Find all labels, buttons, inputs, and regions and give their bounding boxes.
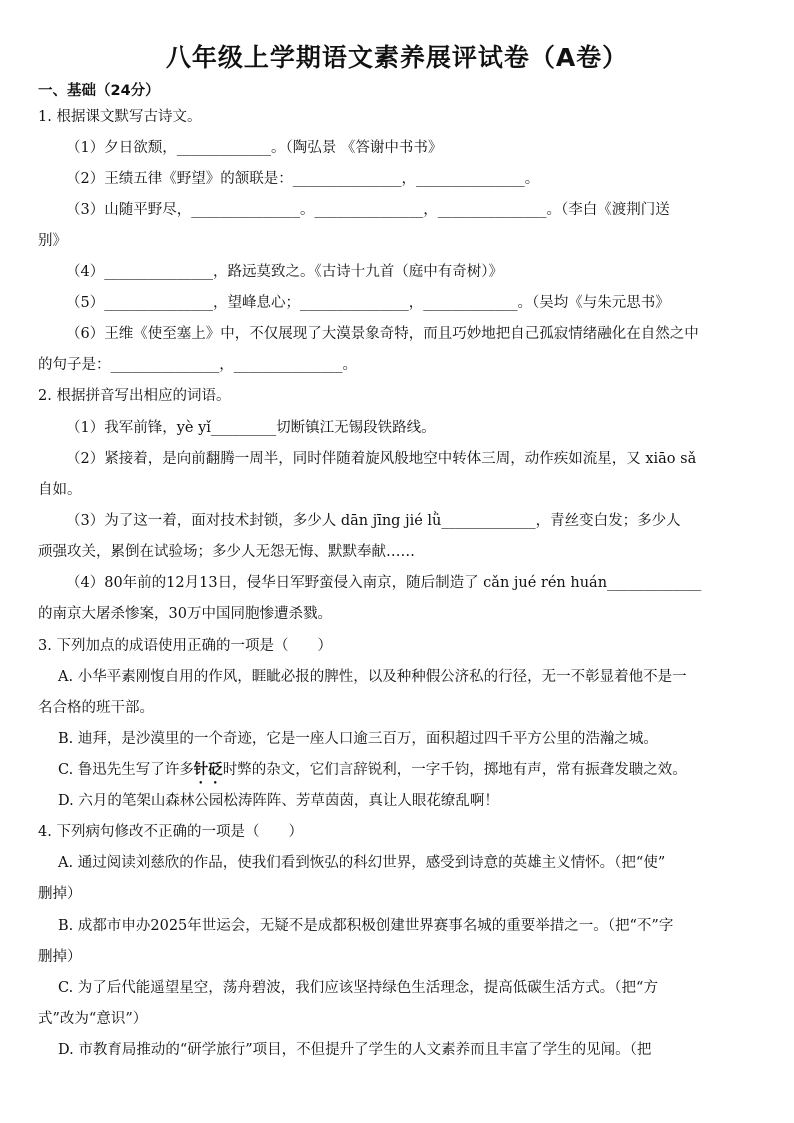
q1-item-2: （2）王绩五律《野望》的颔联是：_______________，_______________。 xyxy=(66,171,540,187)
q1-item-3: （3）山随平野尽，_______________。_______________，_______________。（李白《渡荆门送 xyxy=(66,202,670,218)
q4-option-a: A. 通过阅读刘慈欣的作品，使我们看到恢弘的科幻世界，感受到诗意的英雄主义情怀。（把“使” xyxy=(58,855,666,871)
question-3-stem: 3. 下列加点的成语使用正确的一项是（ ） xyxy=(38,638,332,654)
q2-item-4-cont: 的南京大屠杀惨案，30万中国同胞惨遭杀戮。 xyxy=(38,606,332,622)
q2-item-4: （4）80年前的12月13日，侵华日军野蛮侵入南京，随后制造了 cǎn jué rén huán_____________ xyxy=(66,575,702,591)
q3-option-d: D. 六月的笔架山森林公园松涛阵阵、芳草茵茵，真让人眼花缭乱啊！ xyxy=(58,793,499,809)
q3-option-a: A. 小华平素刚愎自用的作风，睚眦必报的脾性，以及种种假公济私的行径，无一不彰显着他不是一 xyxy=(58,669,687,685)
q4-option-b: B. 成都市申办2025年世运会，无疑不是成都积极创建世界赛事名城的重要举措之一。（把“不”字 xyxy=(58,918,674,934)
q4-option-d: D. 市教育局推动的“研学旅行”项目，不但提升了学生的人文素养而且丰富了学生的见闻。（把 xyxy=(58,1042,652,1058)
q4-option-b-cont: 删掉） xyxy=(38,949,82,965)
q1-item-1: （1）夕日欲颓，_____________。（陶弘景 《答谢中书书》 xyxy=(66,140,443,156)
q1-item-6: （6）王维《使至塞上》中，不仅展现了大漠景象奇特，而且巧妙地把自己孤寂情绪融化在自然之中 xyxy=(66,326,699,342)
q4-option-a-cont: 删掉） xyxy=(38,886,82,902)
section-heading: 一、基础（24分） xyxy=(38,83,160,99)
q2-item-2-cont: 自如。 xyxy=(38,482,82,498)
q1-item-3-cont: 别》 xyxy=(38,233,67,249)
question-4-stem: 4. 下列病句修改不正确的一项是（ ） xyxy=(38,824,303,840)
question-1-stem: 1. 根据课文默写古诗文。 xyxy=(38,109,202,125)
q4-option-c-cont: 式”改为“意识”） xyxy=(38,1011,148,1027)
q2-item-3: （3）为了这一着，面对技术封锁，多少人 dān jīng jié lǜ_____________，青丝变白发；多少人 xyxy=(66,513,681,529)
q2-item-3-cont: 顽强攻关，累倒在试验场；多少人无怨无悔、默默奉献…… xyxy=(38,544,415,560)
q3-option-c-pre: C. 鲁迅先生写了许多 xyxy=(58,762,194,778)
q1-item-4: （4）_______________，路远莫致之。《古诗十九首（庭中有奇树）》 xyxy=(66,264,503,280)
q1-item-5: （5）_______________，望峰息心；_______________，_____________。（吴均《与朱元思书》 xyxy=(66,295,670,311)
q2-item-1: （1）我军前锋，yè yǐ_________切断镇江无锡段铁路线。 xyxy=(66,420,436,436)
q3-option-c xyxy=(58,760,687,787)
q2-item-2: （2）紧接着，是向前翻腾一周半，同时伴随着旋风般地空中转体三周，动作疾如流星，又 xiāo sǎ xyxy=(66,451,697,467)
q3-option-c-marked: 针砭 xyxy=(193,761,223,778)
q3-option-a-cont: 名合格的班干部。 xyxy=(38,700,154,716)
q3-option-c-post: 时弊的杂文，它们言辞锐利，一字千钧，掷地有声，常有振聋发聩之效。 xyxy=(222,762,687,778)
page-title: 八年级上学期语文素养展评试卷（A卷） xyxy=(165,43,629,72)
question-2-stem: 2. 根据拼音写出相应的词语。 xyxy=(38,388,231,404)
q4-option-c: C. 为了后代能遥望星空，荡舟碧波，我们应该坚持绿色生活理念，提高低碳生活方式。（把“方 xyxy=(58,980,658,996)
q1-item-6-cont: 的句子是：_______________，_______________。 xyxy=(38,357,357,373)
q3-option-b: B. 迪拜，是沙漠里的一个奇迹，它是一座人口逾三百万，面积超过四千平方公里的浩瀚之城。 xyxy=(58,731,658,747)
